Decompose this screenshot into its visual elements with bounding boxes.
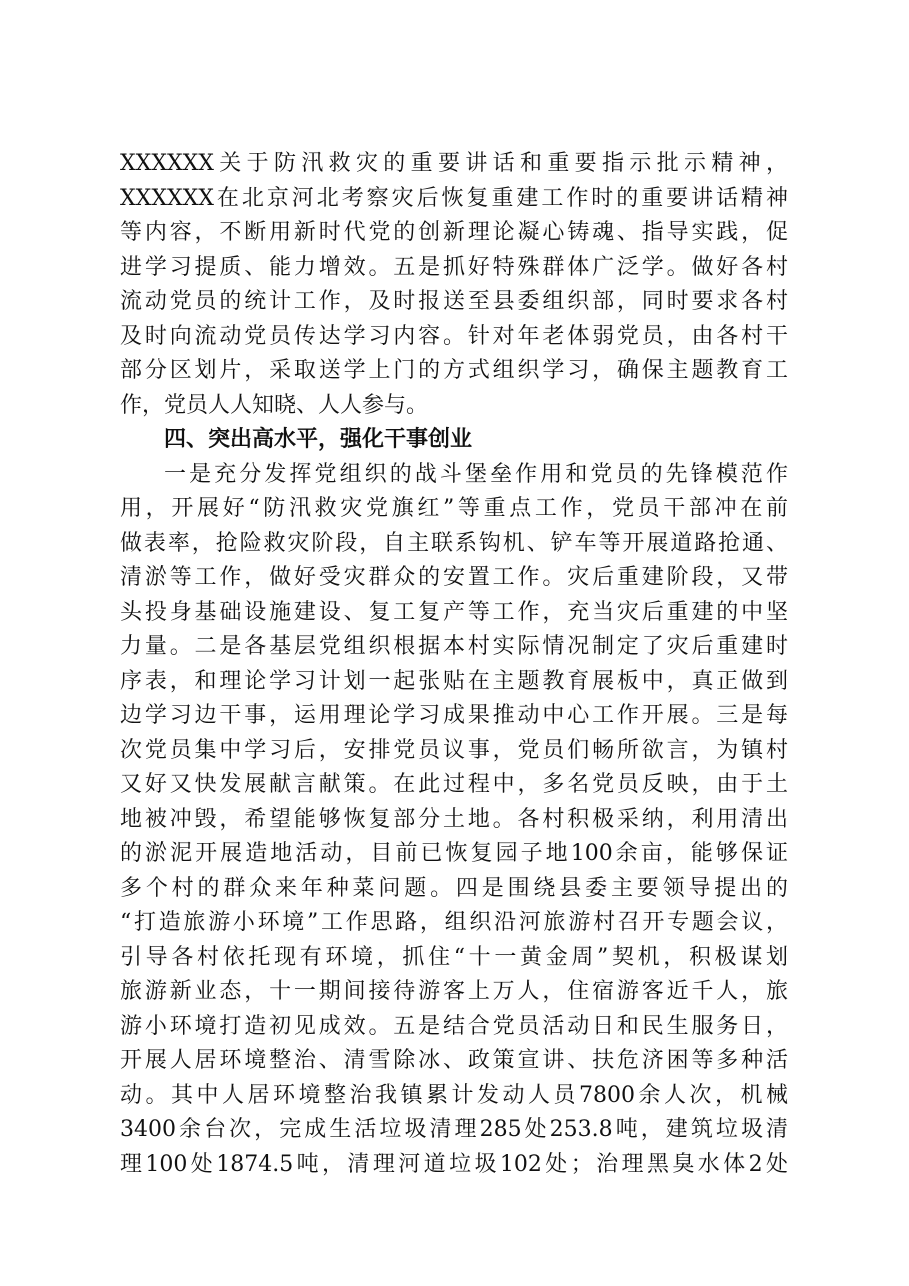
document-body	[0, 147, 909, 1182]
text-line: 旅游新业态，十一期间接待游客上万人，住宿游客近千人，旅	[120, 979, 788, 1004]
text-line: 头投身基础设施建设、复工复产等工作，充当灾后重建的中坚	[120, 599, 788, 625]
text-line: 一是充分发挥党组织的战斗堡垒作用和党员的先锋模范作	[164, 461, 788, 487]
text-line: 多个村的群众来年种菜问题。四是围绕县委主要领导提出的	[120, 875, 788, 901]
text-line: 作，党员人人知晓、人人参与。	[120, 392, 429, 418]
text-line: 开展人居环境整治、清雪除冰、政策宣讲、扶危济困等多种活	[120, 1048, 788, 1073]
text-line: 引导各村依托现有环境，抓住“十一黄金周”契机，积极谋划	[120, 944, 788, 970]
text-line: 边学习边干事，运用理论学习成果推动中心工作开展。三是每	[120, 703, 788, 728]
text-line: 做表率，抢险救灾阶段，自主联系钩机、铲车等开展道路抢通、	[120, 530, 788, 556]
text-line: 地被冲毁，希望能够恢复部分土地。各村积极采纳，利用清出	[120, 806, 788, 832]
text-line: 次党员集中学习后，安排党员议事，党员们畅所欲言，为镇村	[120, 737, 788, 763]
text-line: 及时向流动党员传达学习内容。针对年老体弱党员，由各村干	[120, 323, 788, 349]
text-line: 进学习提质、能力增效。五是抓好特殊群体广泛学。做好各村	[120, 254, 788, 280]
text-line: XXXXXX在北京河北考察灾后恢复重建工作时的重要讲话精神	[120, 185, 788, 211]
text-line: 3400余台次，完成生活垃圾清理285处253.8吨，建筑垃圾清	[120, 1117, 788, 1142]
text-line: 用，开展好“防汛救灾党旗红”等重点工作，党员干部冲在前	[120, 496, 788, 521]
text-line: 游小环境打造初见成效。五是结合党员活动日和民生服务日，	[120, 1013, 788, 1039]
text-line: 又好又快发展献言献策。在此过程中，多名党员反映，由于土	[120, 772, 788, 797]
text-line: 等内容，不断用新时代党的创新理论凝心铸魂、指导实践，促	[120, 220, 788, 245]
text-line: 流动党员的统计工作，及时报送至县委组织部，同时要求各村	[120, 289, 788, 314]
text-line: 动。其中人居环境整治我镇累计发动人员7800余人次，机械	[120, 1082, 788, 1108]
text-line: 的淤泥开展造地活动，目前已恢复园子地100余亩，能够保证	[120, 841, 788, 866]
section-heading: 四、突出高水平，强化干事创业	[164, 427, 473, 452]
text-line: 清淤等工作，做好受灾群众的安置工作。灾后重建阶段，又带	[120, 565, 788, 590]
text-line: XXXXXX关于防汛救灾的重要讲话和重要指示批示精神，	[120, 151, 788, 176]
text-line: 序表，和理论学习计划一起张贴在主题教育展板中，真正做到	[120, 668, 788, 694]
text-line: 力量。二是各基层党组织根据本村实际情况制定了灾后重建时	[120, 634, 788, 659]
text-line: “打造旅游小环境”工作思路，组织沿河旅游村召开专题会议，	[120, 910, 788, 935]
text-line: 部分区划片，采取送学上门的方式组织学习，确保主题教育工	[120, 358, 788, 383]
text-line: 理100处1874.5吨，清理河道垃圾102处；治理黑臭水体2处	[120, 1151, 788, 1177]
